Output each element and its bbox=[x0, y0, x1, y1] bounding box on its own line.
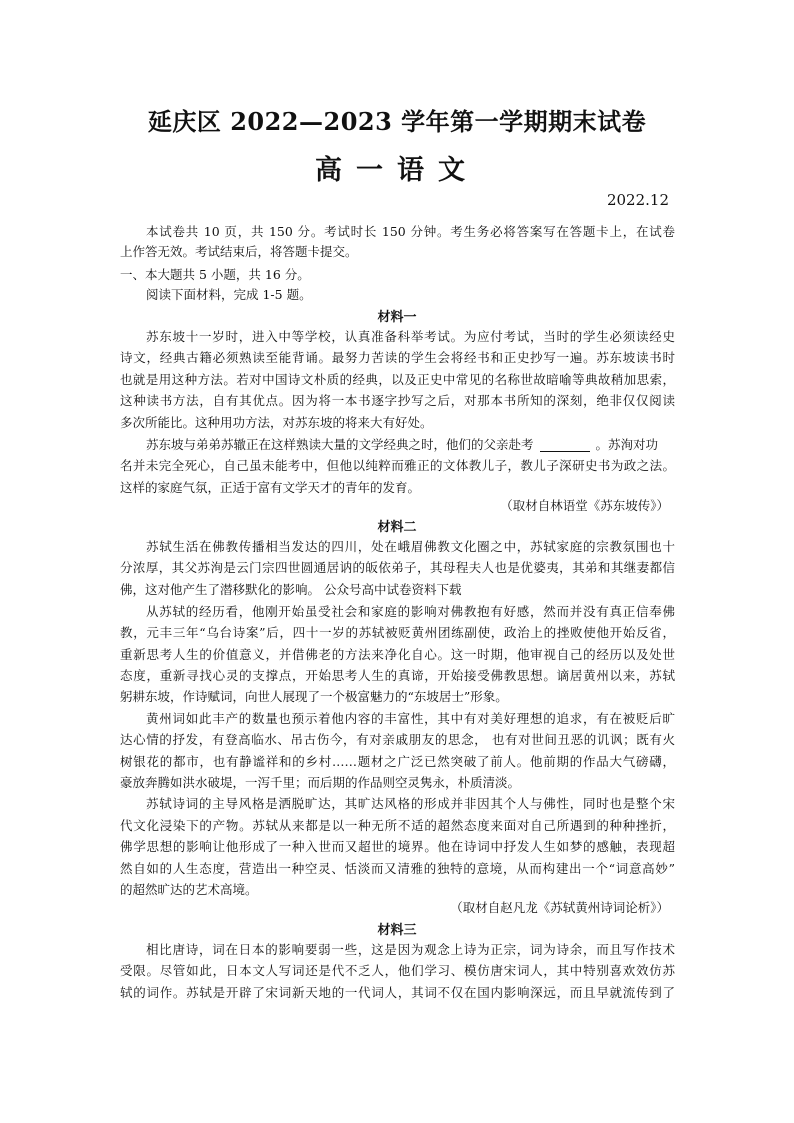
paragraph-line: 多次所能比。这种用功方法，对苏东坡的将来大有好处。 bbox=[120, 415, 433, 430]
exam-date: 2022.12 bbox=[606, 191, 669, 209]
paragraph-line: 态度，重新寻找心灵的支撑点，开始思考人生的真谛，开始接受佛教思想。谪居黄州以来，苏轼 bbox=[120, 668, 675, 683]
material-2-heading: 材料二 bbox=[377, 520, 417, 535]
paragraph-line: 分浓厚，其父苏洵是云门宗四世圆通居讷的皈依弟子，其母程夫人也是优婆夷，其弟和其继妻都信 bbox=[120, 560, 675, 575]
paragraph-line: 重新思考人生的价值意义，并借佛老的方法来净化自心。这一时期，他审视自己的经历以及处世 bbox=[120, 647, 675, 662]
source-citation: （取材自林语堂《苏东坡传》） bbox=[500, 498, 669, 513]
paragraph-line: 佛学思想的影响让他形成了一种入世而又超世的境界。他在诗词中抒发人生如梦的感触，表现超 bbox=[120, 839, 675, 854]
paragraph-line: 教，元丰三年“乌台诗案”后，四十一岁的苏轼被贬黄州团练副使，政治上的挫败使他开始反省， bbox=[120, 625, 675, 640]
paragraph-line: 这样的家庭气氛，正适于富有文学天才的青年的发育。 bbox=[120, 480, 421, 495]
instruction: 阅读下面材料，完成 1-5 题。 bbox=[146, 287, 312, 302]
paragraph-line: 苏东坡十一岁时，进入中等学校，认真准备科举考试。为应付考试，当时的学生必须读经史 bbox=[146, 329, 675, 344]
paragraph-line: 轼的词作。苏轼是开辟了宋词新天地的一代词人，其词不仅在国内影响深远，而且早就流传到了 bbox=[120, 985, 675, 1000]
paragraph-line: 的超然旷达的艺术高境。 bbox=[120, 882, 258, 897]
material-1-heading: 材料一 bbox=[377, 310, 417, 325]
exam-title: 延庆区 2022—2023 学年第一学期期末试卷 bbox=[147, 107, 647, 136]
notice-line: 上作答无效。考试结束后，将答题卡提交。 bbox=[120, 244, 358, 259]
paragraph-line: 树银花的都市，也有静谧祥和的乡村……题材之广泛已然突破了前人。他前期的作品大气磅礴， bbox=[120, 754, 675, 769]
paragraph-line: 相比唐诗，词在日本的影响要弱一些，这是因为观念上诗为正宗，词为诗余，而且写作技术 bbox=[146, 942, 675, 957]
paragraph-line: 诗文，经典古籍必须熟读至能背诵。最努力苦读的学生会将经书和正史抄写一遍。苏东坡读书时 bbox=[120, 350, 675, 365]
paragraph-line: 躬耕东坡，作诗赋词，向世人展现了一个极富魅力的“东坡居士”形象。 bbox=[120, 689, 508, 704]
paragraph-line: 苏轼诗词的主导风格是洒脱旷达，其旷达风格的形成并非因其个人与佛性，同时也是整个宋 bbox=[146, 796, 675, 811]
paragraph-line: 佛，这对他产生了潜移默化的影响。 公众号高中试卷资料下载 bbox=[120, 582, 462, 597]
source-citation: （取材自赵凡龙《苏轼黄州诗词论析》） bbox=[450, 900, 669, 915]
paragraph-line: 这种读书方法，自有其优点。因为将一本书逐字抄写之后，对那本书所知的深刻，绝非仅仅阅读 bbox=[120, 393, 675, 408]
paragraph-line: 黄州词如此丰产的数量也预示着他内容的丰富性，其中有对美好理想的追求，有在被贬后旷 bbox=[146, 711, 675, 726]
paragraph-text: 。苏洵对功 bbox=[595, 437, 659, 452]
material-3-heading: 材料三 bbox=[377, 923, 417, 938]
paragraph-line: 也就是用这种方法。若对中国诗文朴质的经典，以及正史中常见的名称世故暗喻等典故稍加思索， bbox=[120, 372, 675, 387]
paragraph-line: 达心情的抒发，有登高临水、吊古伤今，有对亲戚朋友的思念， 也有对世间丑恶的讥讽；既有火 bbox=[120, 732, 675, 747]
section-heading: 一、本大题共 5 小题，共 16 分。 bbox=[120, 267, 310, 282]
paragraph-line: 名并未完全死心，自己虽未能考中，但他以纯粹而雅正的文体教儿子，教儿子深研史书为政之法。 bbox=[120, 458, 675, 473]
notice-line: 本试卷共 10 页，共 150 分。考试时长 150 分钟。考生务必将答案写在答题卡上，在试卷 bbox=[146, 224, 675, 239]
paragraph-line: 受限。尽管如此，日本文人写词还是代不乏人，他们学习、模仿唐宋词人，其中特别喜欢效仿苏 bbox=[120, 963, 675, 978]
paragraph-line: 从苏轼的经历看，他刚开始虽受社会和家庭的影响对佛教抱有好感，然而并没有真正信奉佛 bbox=[146, 604, 675, 619]
answer-blank bbox=[540, 440, 590, 452]
paragraph-text: 苏东坡与弟弟苏辙正在这样熟读大量的文学经典之时，他们的父亲赴考 bbox=[146, 437, 534, 452]
exam-subject: 高一语文 bbox=[315, 155, 479, 186]
paragraph-line-with-blank bbox=[146, 435, 675, 455]
paragraph-line: 苏轼生活在佛教传播相当发达的四川，处在峨眉佛教文化圈之中，苏轼家庭的宗教氛围也十 bbox=[146, 539, 675, 554]
paragraph-line: 豪放奔腾如洪水破堤，一泻千里；而后期的作品则空灵隽永，朴质清淡。 bbox=[120, 775, 521, 790]
paragraph-line: 代文化浸染下的产物。苏轼从来都是以一种无所不适的超然态度来面对自己所遇到的种种挫折， bbox=[120, 818, 675, 833]
paragraph-line: 然自如的人生态度，营造出一种空灵、恬淡而又清雅的独特的意境，从而构建出一个“词意高妙” bbox=[120, 861, 675, 876]
